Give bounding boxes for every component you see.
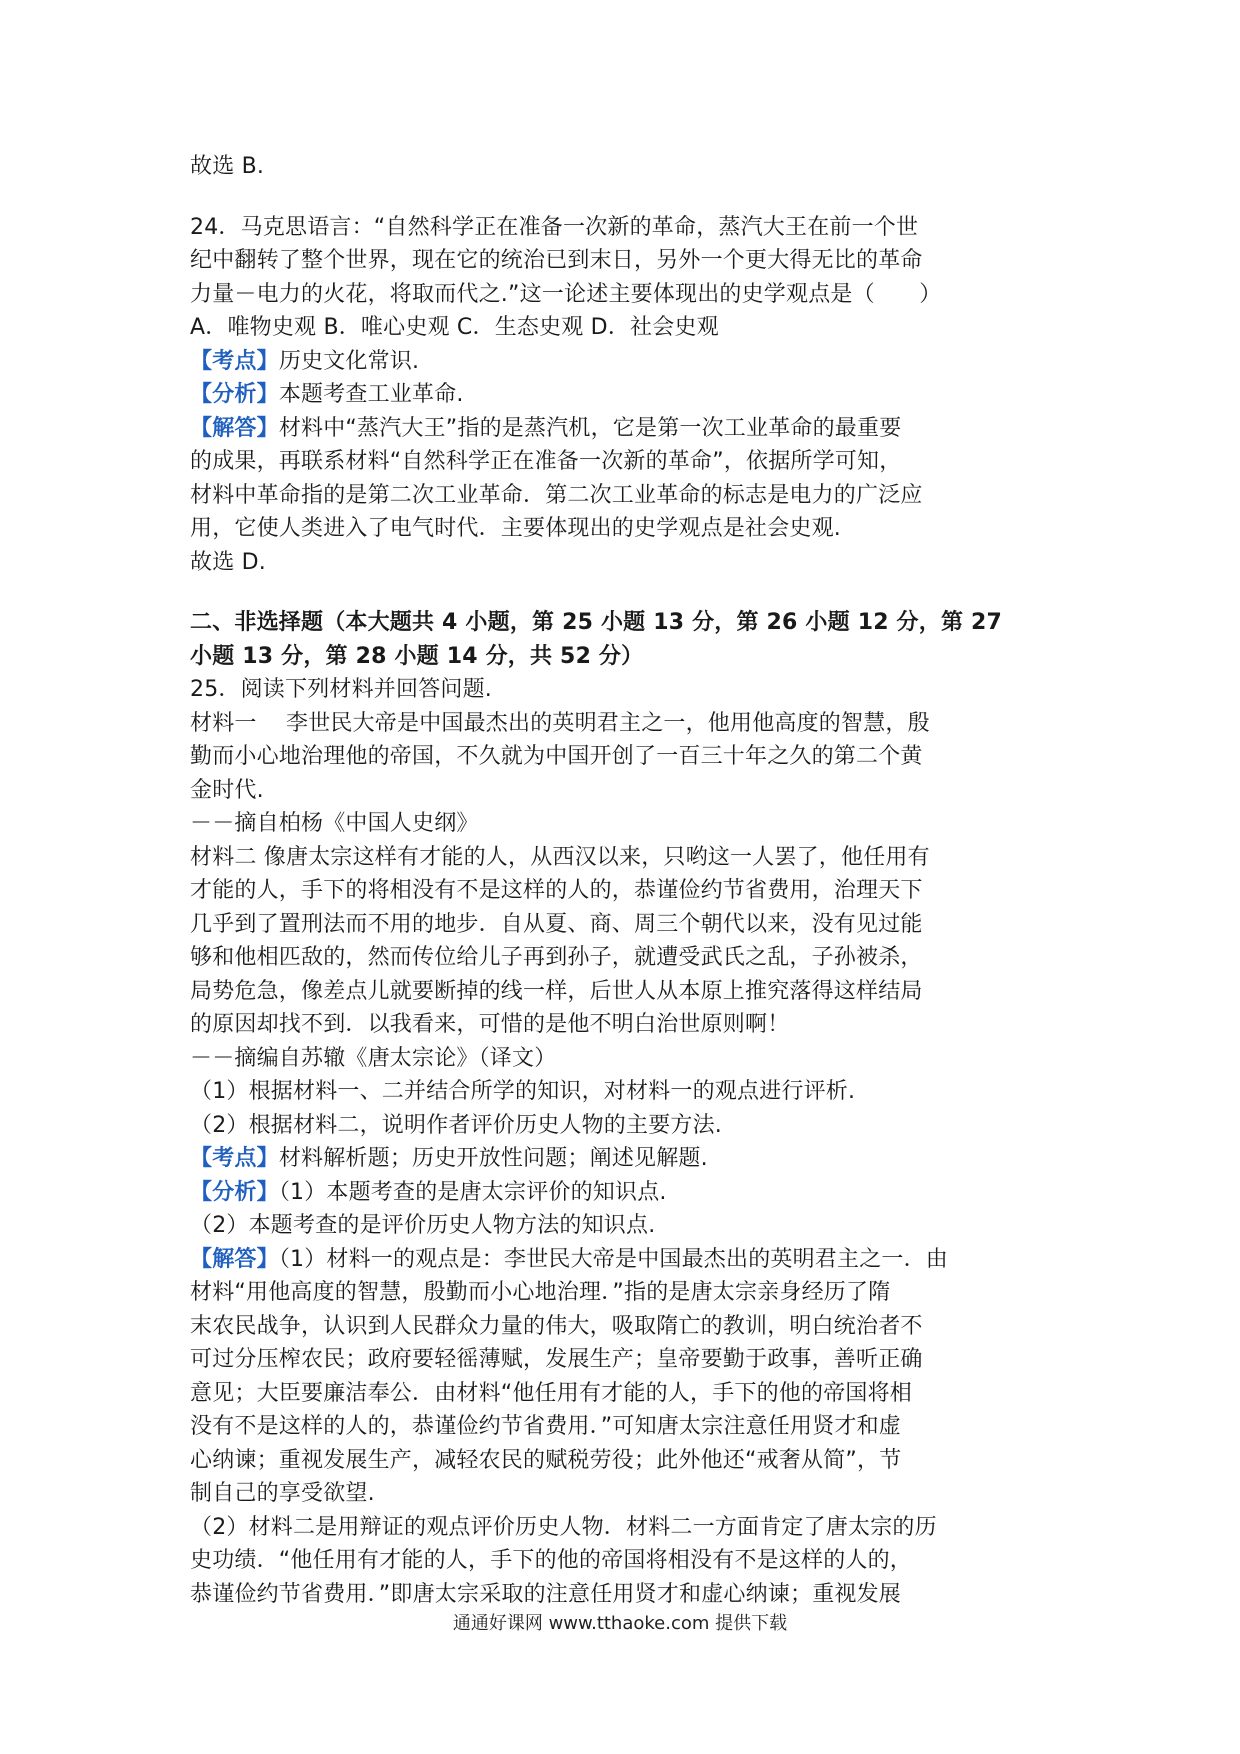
q25-line: 勤而小心地治理他的帝国，不久就为中国开创了一百三十年之久的第二个黄 bbox=[190, 744, 923, 769]
q25-jieda-line: 末农民战争，认识到人民群众力量的伟大，吸取隋亡的教训，明白统治者不 bbox=[190, 1313, 923, 1339]
page-footer: 通通好课网 www.tthaoke.com 提供下载 bbox=[452, 1613, 788, 1634]
q25-jieda-line: 可过分压榨农民；政府要轻徭薄赋，发展生产；皇帝要勤于政事，善听正确 bbox=[190, 1347, 923, 1372]
jieda-text: （1）材料一的观点是：李世民大帝是中国最杰出的英明君主之一．由 bbox=[278, 1246, 949, 1272]
q25-jieda-line: 恭谨俭约节省费用．”即唐太宗采取的注意任用贤才和虚心纳谏；重视发展 bbox=[190, 1581, 901, 1607]
q25-line: 材料二 像唐太宗这样有才能的人，从西汉以来，只哟这一人罢了，他任用有 bbox=[190, 844, 930, 870]
fenxi-tag: 【分析】 bbox=[190, 1179, 279, 1205]
q25-subquestion: （2）根据材料二，说明作者评价历史人物的主要方法. bbox=[190, 1112, 722, 1138]
q25-source: －－摘编自苏辙《唐太宗论》（译文） bbox=[190, 1045, 557, 1071]
q24-kaodian bbox=[190, 345, 1060, 379]
q25-jieda-line: 心纳谏；重视发展生产，减轻农民的赋税劳役；此外他还“戒奢从简”，节 bbox=[190, 1447, 902, 1473]
kaodian-tag: 【考点】 bbox=[190, 1146, 279, 1171]
q24-stem-line: 纪中翻转了整个世界，现在它的统治已到末日，另外一个更大得无比的革命 bbox=[190, 248, 923, 273]
q25-jieda-line: 制自己的享受欲望. bbox=[190, 1481, 375, 1506]
q25-line: 才能的人，手下的将相没有不是这样的人的，恭谨俭约节省费用，治理天下 bbox=[190, 878, 923, 903]
fenxi-tag: 【分析】 bbox=[190, 382, 279, 407]
q25-line: 金时代. bbox=[190, 777, 264, 803]
q25-line: 几乎到了置刑法而不用的地步．自从夏、商、周三个朝代以来，没有见过能 bbox=[190, 911, 923, 937]
q25-jieda-line: 材料“用他高度的智慧，殷勤而小心地治理．”指的是唐太宗亲身经历了隋 bbox=[190, 1280, 891, 1305]
jieda-text: 材料中“蒸汽大王”指的是蒸汽机，它是第一次工业革命的最重要 bbox=[278, 415, 902, 441]
document-body bbox=[190, 150, 1060, 1611]
question-25 bbox=[190, 673, 1060, 1611]
jieda-tag: 【解答】 bbox=[190, 415, 279, 441]
q24-answer: 故选 D. bbox=[190, 549, 266, 575]
q24-fenxi bbox=[190, 378, 1060, 412]
q25-fenxi bbox=[190, 1176, 1060, 1210]
q25-line: 够和他相匹敌的，然而传位给儿子再到孙子，就遭受武氏之乱，子孙被杀， bbox=[190, 945, 923, 970]
q25-jieda-line: 史功绩．“他任用有才能的人，手下的他的帝国将相没有不是这样的人的， bbox=[190, 1548, 912, 1573]
q24-jieda-line: 材料中革命指的是第二次工业革命．第二次工业革命的标志是电力的广泛应 bbox=[190, 482, 923, 508]
q24-jieda-line: 用，它使人类进入了电气时代．主要体现出的史学观点是社会史观. bbox=[190, 516, 841, 541]
q25-jieda-line: 意见；大臣要廉洁奉公．由材料“他任用有才能的人，手下的他的帝国将相 bbox=[190, 1380, 912, 1406]
kaodian-text: 历史文化常识. bbox=[278, 348, 420, 374]
q25-line: 局势危急，像差点儿就要断掉的线一样，后世人从本原上推究落得这样结局 bbox=[190, 978, 923, 1004]
q24-jieda bbox=[190, 412, 1060, 446]
kaodian-text: 材料解析题；历史开放性问题；阐述见解题. bbox=[278, 1146, 708, 1171]
q24-jieda-line: 的成果，再联系材料“自然科学正在准备一次新的革命”，依据所学可知， bbox=[190, 449, 902, 474]
q25-fenxi-line: （2）本题考查的是评价历史人物方法的知识点. bbox=[190, 1213, 656, 1238]
kaodian-tag: 【考点】 bbox=[190, 348, 279, 374]
q25-jieda-line: （2）材料二是用辩证的观点评价历史人物．材料二一方面肯定了唐太宗的历 bbox=[190, 1514, 937, 1540]
q25-jieda-line: 没有不是这样的人的，恭谨俭约节省费用．”可知唐太宗注意任用贤才和虚 bbox=[190, 1414, 901, 1439]
question-24 bbox=[190, 211, 1060, 580]
jieda-tag: 【解答】 bbox=[190, 1246, 279, 1272]
q25-subquestion: （1）根据材料一、二并结合所学的知识，对材料一的观点进行评析. bbox=[190, 1079, 856, 1104]
q24-stem-line: 24．马克思语言：“自然科学正在准备一次新的革命，蒸汽大王在前一个世 bbox=[190, 214, 919, 240]
q24-options: A．唯物史观 B．唯心史观 C．生态史观 D．社会史观 bbox=[190, 315, 719, 340]
section-heading-cont: 小题 13 分，第 28 小题 14 分，共 52 分） bbox=[190, 643, 644, 669]
prev-answer: 故选 B. bbox=[190, 154, 265, 179]
section-heading: 二、非选择题（本大题共 4 小题，第 25 小题 13 分，第 26 小题 12 分，第 27 bbox=[190, 610, 1003, 635]
q25-line: 材料一 李世民大帝是中国最杰出的英明君主之一，他用他高度的智慧，殷 bbox=[190, 710, 930, 736]
q25-source: －－摘自柏杨《中国人史纲》 bbox=[190, 811, 479, 836]
q25-jieda bbox=[190, 1243, 1060, 1277]
q25-line: 25．阅读下列材料并回答问题. bbox=[190, 677, 492, 702]
fenxi-text: 本题考查工业革命. bbox=[278, 382, 464, 407]
q25-line: 的原因却找不到．以我看来，可惜的是他不明白治世原则啊！ bbox=[190, 1012, 790, 1037]
fenxi-text: （1）本题考查的是唐太宗评价的知识点. bbox=[278, 1179, 667, 1205]
q24-stem-line: 力量－电力的火花，将取而代之.”这一论述主要体现出的史学观点是（ ） bbox=[190, 281, 942, 307]
q25-kaodian bbox=[190, 1142, 1060, 1176]
